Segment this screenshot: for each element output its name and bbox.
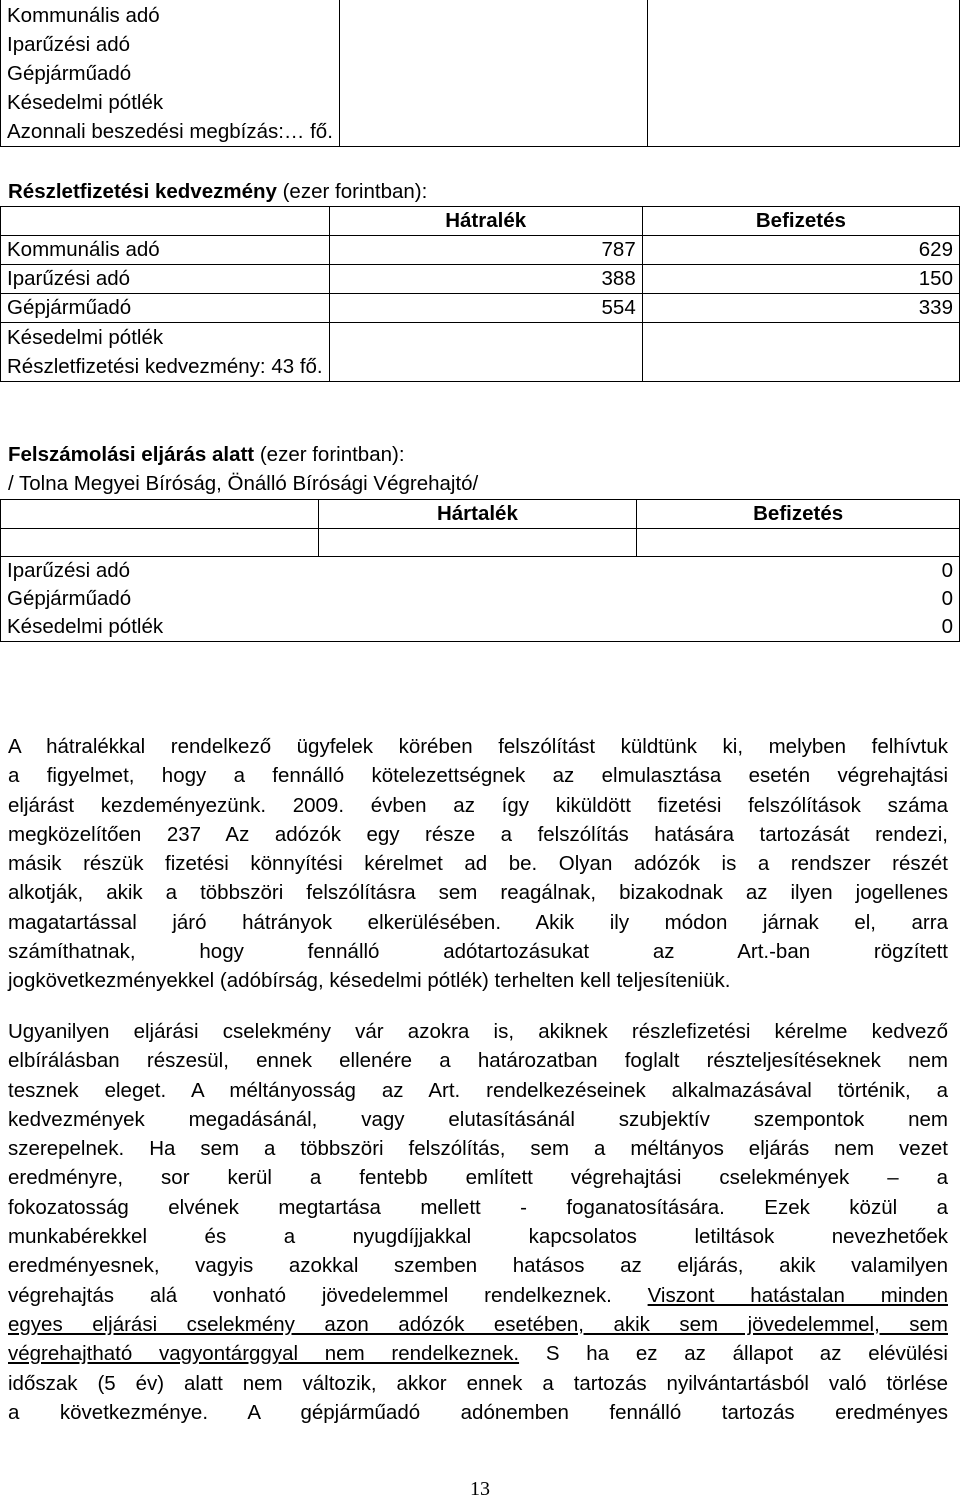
installment-table: [0, 206, 960, 382]
table-header-row: [1, 500, 960, 529]
liquidation-heading: [8, 440, 405, 469]
row-payment: 629: [642, 236, 959, 265]
paragraph-line: A hátralékkal rendelkező ügyfelek körében felszólítást küldtünk ki, melyben felhívtuk: [8, 735, 948, 758]
paragraph-line: számíthatnak, hogy fennálló adótartozásukat az Art.-ban rögzített: [8, 940, 948, 964]
empty-cell: [318, 529, 637, 557]
text-underlined: Viszont hatástalan minden: [647, 1283, 948, 1307]
top-table-empty-cell: [648, 0, 960, 147]
row-debt: 554: [329, 294, 642, 323]
row-label: Iparűzési adó: [1, 265, 330, 294]
paragraph-line: másik részük fizetési könnyítési kérelmet ad be. Olyan adózók is a rendszer részét: [8, 852, 948, 876]
table-row: [1, 613, 960, 642]
liquidation-heading-rest: (ezer forintban):: [254, 443, 405, 466]
text-underlined: egyes eljárási cselekmény azon adózók esetében, akik sem jövedelemmel, sem: [8, 1312, 948, 1336]
paragraph-1: [8, 732, 948, 996]
column-header-debt: Hátralék: [329, 207, 642, 236]
column-header-debt: Hártalék: [318, 500, 637, 529]
table-row: [1, 236, 960, 265]
paragraph-line: Ugyanilyen eljárási cselekmény vár azokra is, akiknek részlefizetési kérelme kedvező: [8, 1020, 948, 1043]
table-row: [1, 265, 960, 294]
paragraph-line: eljárást kezdeményezünk. 2009. évben az így kiküldött fizetési felszólítások száma: [8, 793, 948, 817]
text-plain: S ha ez az állapot az elévülési: [519, 1342, 948, 1366]
row-payment: [642, 323, 959, 382]
paragraph-line: magatartással járó hátrányok elkerülésében. Akik ily módon járnak el, arra: [8, 910, 948, 934]
paragraph-line: fokozatosság elvének megtartása mellett - foganatosítására. Ezek közül a: [8, 1195, 948, 1219]
installment-heading: [8, 177, 427, 206]
paragraph-line: eredményesnek, vagyis azokkal szemben hatásos az eljárás, akik valamilyen: [8, 1254, 948, 1278]
row-debt: 388: [329, 265, 642, 294]
paragraph-line: a következménye. A gépjárműadó adónemben fennálló tartozás eredményes: [8, 1400, 948, 1424]
installment-heading-rest: (ezer forintban):: [276, 180, 428, 203]
paragraph-line: jogkövetkezményekkel (adóbírság, késedelmi pótlék) terhelten kell teljesíteniük.: [8, 969, 731, 993]
row-debt: [329, 323, 642, 382]
table-row-empty: [1, 529, 960, 557]
row-label: Késedelmi pótlék: [7, 326, 164, 349]
row-label: Kommunális adó: [1, 236, 330, 265]
page-number: 13: [470, 1478, 490, 1500]
top-row-1: Kommunális adó: [7, 4, 160, 27]
table-row: [1, 585, 960, 613]
paragraph-line: munkabérekkel és a nyugdíjjakkal kapcsolatos letiltások nevezhetőek: [8, 1225, 948, 1249]
text-underlined: végrehajtható vagyontárggyal nem rendelkeznek.: [8, 1342, 520, 1366]
paragraph-line: megközelítően 237 Az adózók egy része a felszólítás hatására tartozását rendezi,: [8, 822, 948, 846]
liquidation-table: [0, 499, 960, 642]
row-debt: 787: [329, 236, 642, 265]
table-row: [1, 323, 960, 382]
paragraph-line: [8, 1281, 948, 1310]
paragraph-line: [8, 1339, 948, 1368]
column-header-payment: Befizetés: [637, 500, 960, 529]
top-row-3: Gépjárműadó: [7, 62, 132, 85]
top-row-5: Azonnali beszedési megbízás:… fő.: [7, 120, 333, 143]
paragraph-line: időszak (5 év) alatt nem változik, akkor ennek a tartozás nyilvántartásból való törlése: [8, 1371, 948, 1395]
top-row-2: Iparűzési adó: [7, 33, 131, 56]
tax-summary-table-top: [0, 0, 960, 147]
row-value: 0: [941, 615, 953, 638]
paragraph-line: szerepelnek. Ha sem a többszöri felszólítás, sem a méltányos eljárás nem vezet: [8, 1137, 948, 1161]
table-row: [1, 294, 960, 323]
row-label: Gépjárműadó: [7, 587, 132, 610]
paragraph-line: eredményre, sor kerül a fentebb említett végrehajtási cselekmények – a: [8, 1166, 948, 1190]
installment-heading-bold: Részletfizetési kedvezmény: [8, 180, 277, 203]
liquidation-row: [1, 613, 960, 642]
paragraph-line: kedvezmények megadásánál, vagy elutasításánál szubjektív szempontok nem: [8, 1107, 948, 1131]
text-plain: végrehajtás alá vonható jövedelemmel rendelkeznek.: [8, 1283, 648, 1307]
liquidation-heading-bold: Felszámolási eljárás alatt: [8, 443, 255, 466]
top-row-4: Késedelmi pótlék: [7, 91, 164, 114]
paragraph-line: elbírálásban részesül, ennek ellenére a határozatban foglalt részteljesítéseknek nem: [8, 1049, 948, 1073]
top-table-labels: [1, 0, 340, 147]
top-table-empty-cell: [339, 0, 647, 147]
table-header-row: [1, 207, 960, 236]
row-label: Késedelmi pótlék: [7, 615, 164, 638]
paragraph-line: a figyelmet, hogy a fennálló kötelezettségnek az elmulasztása esetén végrehajtási: [8, 764, 948, 788]
table-row: [1, 557, 960, 586]
row-value: 0: [941, 587, 953, 610]
paragraph-line: tesznek eleget. A méltányosság az Art. rendelkezéseinek alkalmazásával történik, a: [8, 1078, 948, 1102]
liquidation-row: [1, 557, 960, 586]
row-payment: 339: [642, 294, 959, 323]
empty-cell: [1, 529, 319, 557]
header-empty: [1, 207, 330, 236]
header-empty: [1, 500, 319, 529]
row-value: 0: [941, 559, 953, 582]
paragraph-line: [8, 1310, 948, 1339]
paragraph-2: [8, 1017, 948, 1427]
row-label: Iparűzési adó: [7, 559, 131, 582]
paragraph-line: alkotják, akik a többszöri felszólításra sem reagálnak, bizakodnak az ilyen jogellenes: [8, 881, 948, 905]
empty-cell: [637, 529, 960, 557]
column-header-payment: Befizetés: [642, 207, 959, 236]
liquidation-row: [1, 585, 960, 613]
liquidation-subtitle: / Tolna Megyei Bíróság, Önálló Bírósági Végrehajtó/: [8, 472, 479, 495]
row-label: Gépjárműadó: [1, 294, 330, 323]
row-label-with-summary: [1, 323, 330, 382]
installment-summary: Részletfizetési kedvezmény: 43 fő.: [7, 355, 323, 378]
row-payment: 150: [642, 265, 959, 294]
